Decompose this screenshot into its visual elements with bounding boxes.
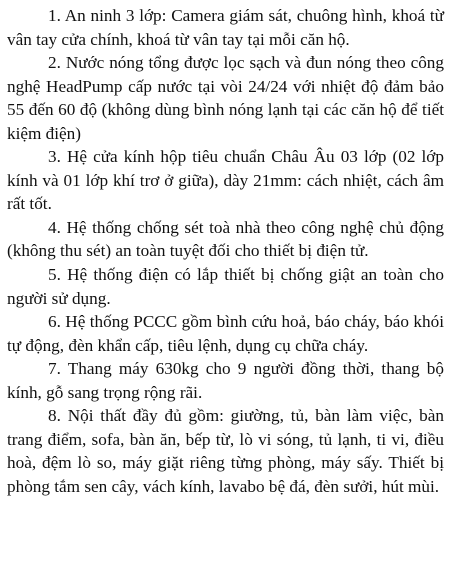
item-glass-doors: 3. Hệ cửa kính hộp tiêu chuẩn Châu Âu 03 lớp (02 lớp kính và 01 lớp khí trơ ở giữa), dày 21mm: cách nhiệt, cách âm rất tốt. bbox=[7, 147, 444, 214]
item-furniture: 8. Nội thất đầy đủ gồm: giường, tủ, bàn làm việc, bàn trang điểm, sofa, bàn ăn, bếp từ, lò vi sóng, tủ lạnh, ti vi, điều hoà, đệm lò so, máy giặt riêng từng phòng, máy sấy. Thiết bị phòng tắm sen cây, vách kính, lavabo bệ đá, đèn sưởi, hút mùi. bbox=[7, 406, 444, 496]
item-lightning-protection: 4. Hệ thống chống sét toà nhà theo công nghệ chủ động (không thu sét) an toàn tuyệt đối cho thiết bị điện tử. bbox=[7, 217, 444, 261]
item-hot-water: 2. Nước nóng tổng được lọc sạch và đun nóng theo công nghệ HeadPump cấp nước tại vòi 24/24 với nhiệt độ đảm bảo 55 đến 60 độ (không dùng bình nóng lạnh tại các căn hộ để tiết kiệm điện) bbox=[7, 53, 444, 143]
item-elevator: 7. Thang máy 630kg cho 9 người đồng thời, thang bộ kính, gỗ sang trọng rộng rãi. bbox=[7, 359, 444, 402]
item-fire-protection: 6. Hệ thống PCCC gồm bình cứu hoả, báo cháy, báo khói tự động, đèn khẩn cấp, tiêu lệnh, dụng cụ chữa cháy. bbox=[7, 312, 444, 355]
item-electrical-system: 5. Hệ thống điện có lắp thiết bị chống giật an toàn cho người sử dụng. bbox=[7, 265, 444, 308]
item-security: 1. An ninh 3 lớp: Camera giám sát, chuông hình, khoá từ vân tay cửa chính, khoá từ vân tay tại mỗi căn hộ. bbox=[7, 6, 444, 49]
